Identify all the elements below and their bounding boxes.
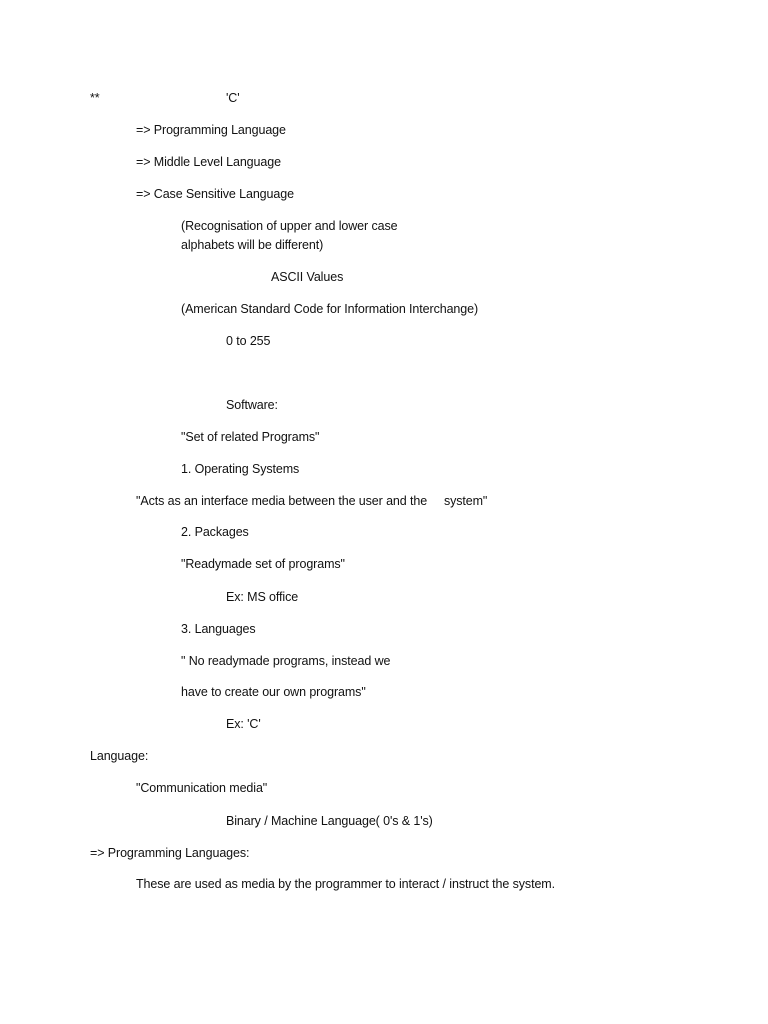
packages-example: Ex: MS office <box>226 590 299 604</box>
header-stars: ** <box>90 91 100 105</box>
case-note-line-2: alphabets will be different) <box>181 238 324 252</box>
language-heading: Language: <box>90 749 149 763</box>
os-description: "Acts as an interface media between the user and the system" <box>136 494 488 508</box>
os-title: 1. Operating Systems <box>181 462 300 476</box>
languages-example: Ex: 'C' <box>226 717 261 731</box>
language-definition: "Communication media" <box>136 781 268 795</box>
ascii-full-form: (American Standard Code for Information Interchange) <box>181 302 479 316</box>
property-programming-language: => Programming Language <box>136 123 286 137</box>
software-definition: "Set of related Programs" <box>181 430 320 444</box>
property-middle-level-language: => Middle Level Language <box>136 155 281 169</box>
languages-description-line-1: " No readymade programs, instead we <box>181 654 391 668</box>
ascii-range: 0 to 255 <box>226 334 271 348</box>
property-case-sensitive-language: => Case Sensitive Language <box>136 187 294 201</box>
programming-languages-heading: => Programming Languages: <box>90 846 250 860</box>
packages-description: "Readymade set of programs" <box>181 557 345 571</box>
case-note-line-1: (Recognisation of upper and lower case <box>181 219 398 233</box>
binary-language: Binary / Machine Language( 0's & 1's) <box>226 814 433 828</box>
ascii-heading: ASCII Values <box>271 270 344 284</box>
packages-title: 2. Packages <box>181 525 249 539</box>
languages-description-line-2: have to create our own programs" <box>181 685 366 699</box>
programming-languages-description: These are used as media by the programmer to interact / instruct the system. <box>136 877 555 891</box>
software-heading: Software: <box>226 398 278 412</box>
doc-title: 'C' <box>226 91 240 105</box>
languages-title: 3. Languages <box>181 622 256 636</box>
